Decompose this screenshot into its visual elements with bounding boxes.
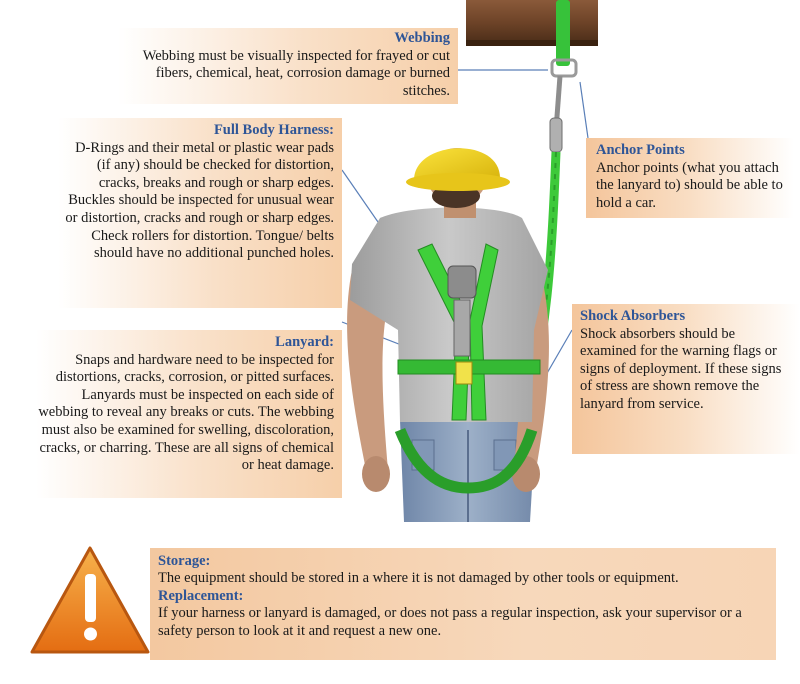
lanyard-title: Lanyard: [275, 334, 334, 350]
shock-text: Shock absorbers should be examined for the warning flags or signs of deployment. If these signs of stress are shown remove the lanyard from service. [580, 325, 782, 412]
harness-text-buckles: Buckles should be inspected for unusual wear or distortion, cracks and rough or sharp edges. Check rollers for distortion. Tongue/ belts should have no additional punched holes. [65, 192, 334, 262]
steel-beam [466, 0, 598, 46]
shock-callout [572, 304, 800, 454]
replacement-text: If your harness or lanyard is damaged, or does not pass a regular inspection, ask your supervisor or a safety person to look at it and request a new one. [158, 605, 742, 639]
storage-replacement-panel [150, 548, 776, 660]
replacement-title: Replacement: [158, 587, 244, 604]
lanyard-text-snaps: Snaps and hardware need to be inspected for distortions, cracks, corrosion, or pitted surfaces. [55, 351, 334, 386]
webbing-title: Webbing [394, 30, 450, 46]
harness-text-d-rings: D-Rings and their metal or plastic wear pads (if any) should be checked for distortion, cracks, breaks and rough or sharp edges. [75, 139, 334, 191]
warning-icon [32, 548, 148, 652]
lanyard-callout [36, 330, 342, 498]
anchor-text: Anchor points (what you attach the lanyard to) should be able to hold a car. [596, 159, 783, 211]
anchor-callout [586, 138, 794, 218]
shock-title: Shock Absorbers [580, 308, 686, 324]
lanyard-text-webbing: Lanyards must be inspected on each side of webbing to reveal any breaks or cuts. The webbing must also be examined for swelling, discoloration, cracks, or charring. These are all signs of chemical or heat damage. [38, 386, 334, 474]
harness-title: Full Body Harness: [213, 122, 334, 138]
webbing-text: Webbing must be visually inspected for frayed or cut fibers, chemical, heat, corrosion damage or burned stitches. [142, 47, 450, 99]
storage-title: Storage: [158, 553, 211, 569]
webbing-callout [118, 28, 458, 104]
storage-text: The equipment should be stored in a where it is not damaged by other tools or equipment. [158, 570, 679, 587]
harness-callout [58, 118, 342, 308]
anchor-title: Anchor Points [596, 142, 685, 158]
